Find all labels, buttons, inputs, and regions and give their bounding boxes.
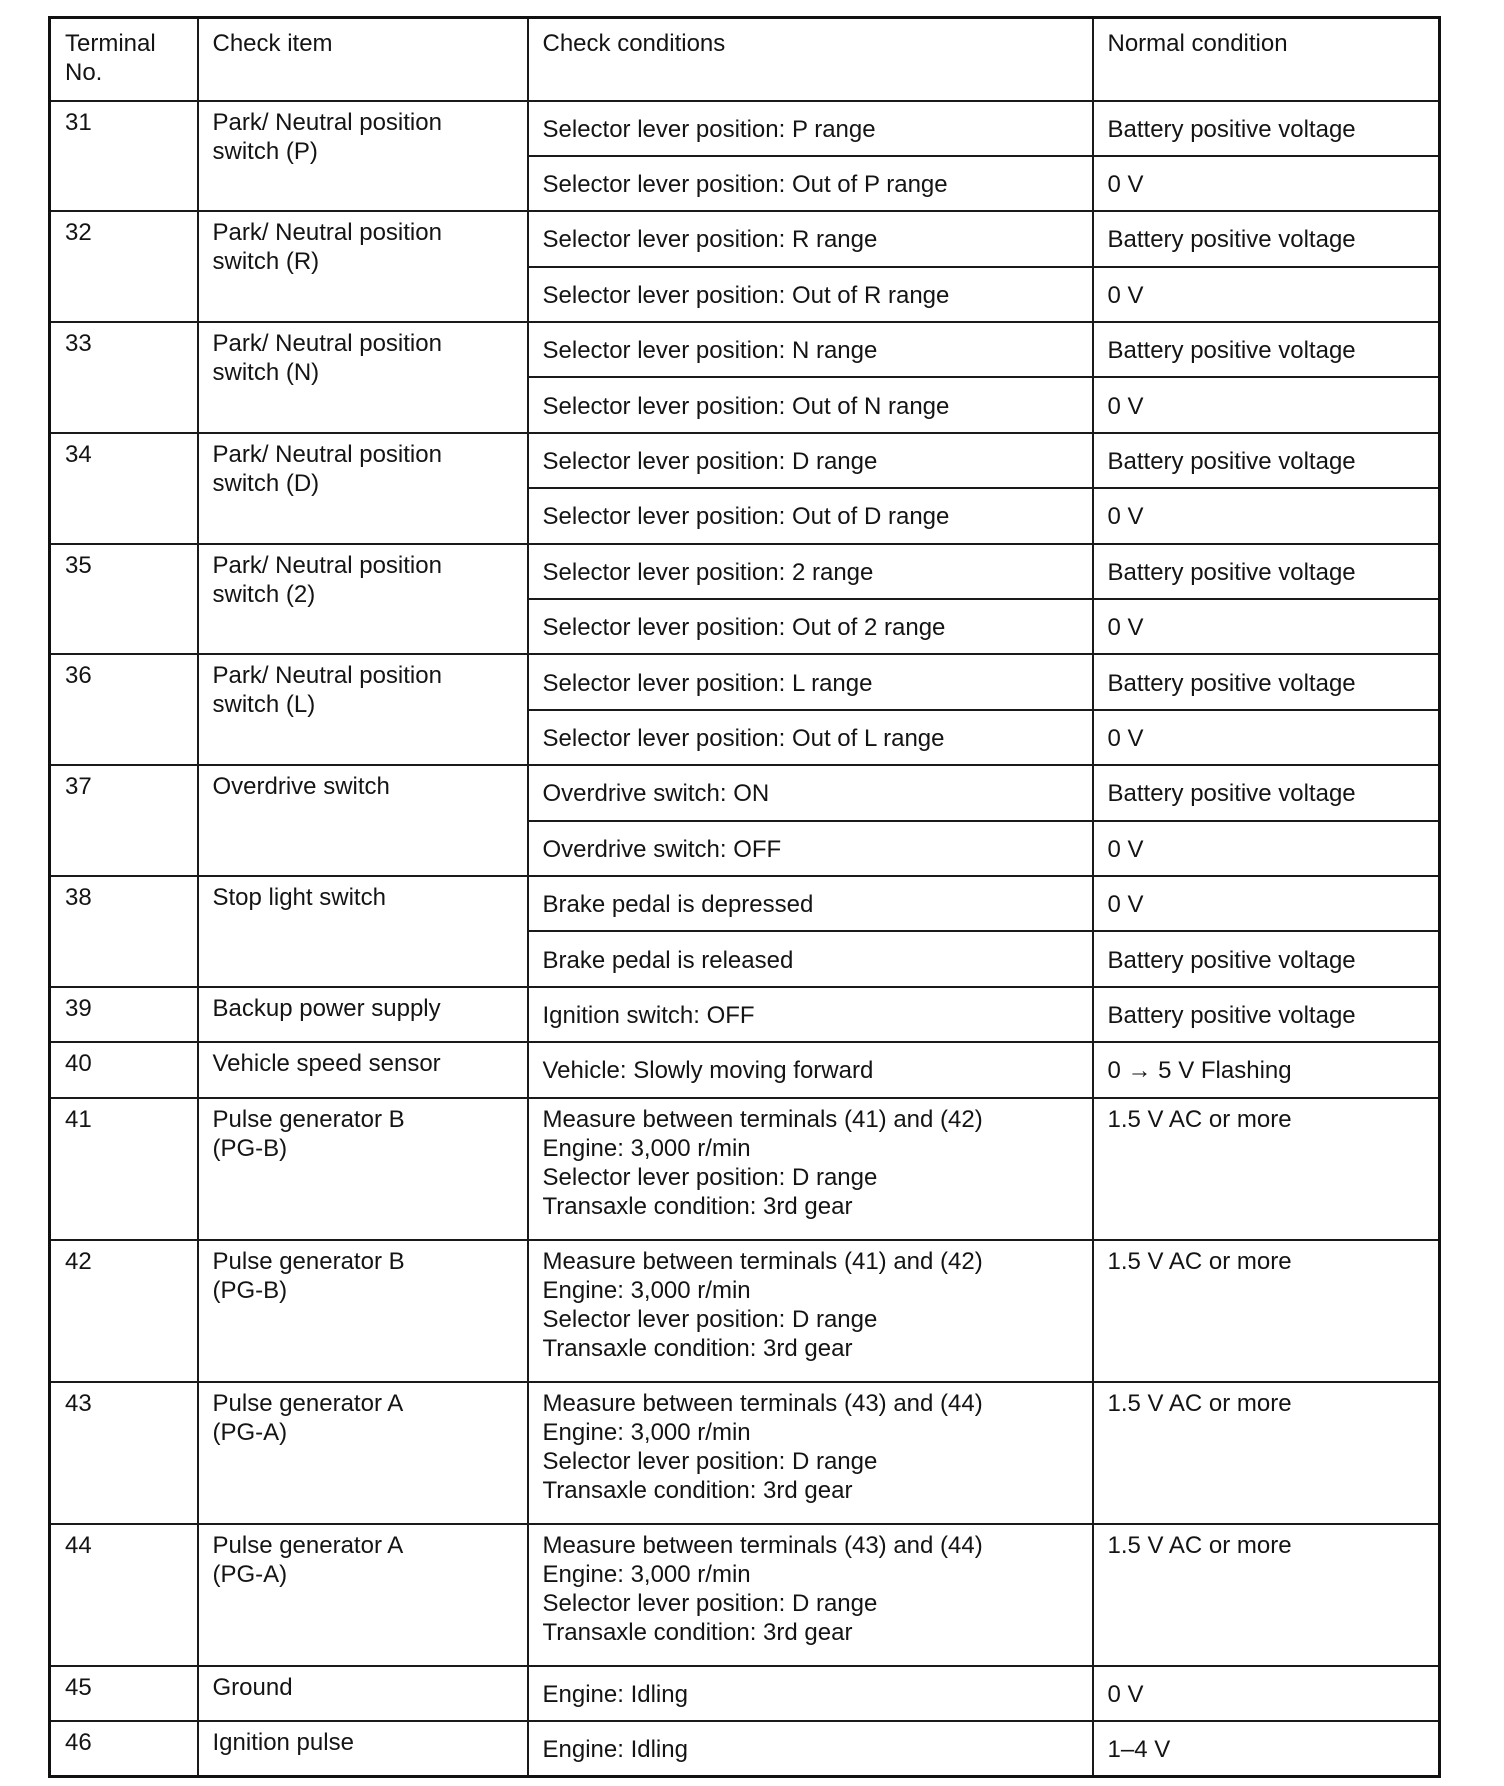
normal-condition: Battery positive voltage <box>1093 322 1440 377</box>
table-row <box>50 322 1440 377</box>
check-item: Park/ Neutral position switch (D) <box>198 433 528 544</box>
check-item: Park/ Neutral position switch (R) <box>198 211 528 322</box>
check-item: Stop light switch <box>198 876 528 987</box>
terminal-no: 40 <box>50 1042 198 1097</box>
check-condition: Measure between terminals (43) and (44) Engine: 3,000 r/min Selector lever position: D range Transaxle condition: 3rd gear <box>528 1382 1093 1524</box>
normal-condition: 0 V <box>1093 156 1440 211</box>
terminal-no: 45 <box>50 1666 198 1721</box>
normal-condition: 0 V <box>1093 710 1440 765</box>
check-condition: Selector lever position: N range <box>528 322 1093 377</box>
terminal-no: 39 <box>50 987 198 1042</box>
check-item: Park/ Neutral position switch (P) <box>198 101 528 212</box>
header-terminal-no: Terminal No. <box>50 18 198 101</box>
terminal-no: 44 <box>50 1524 198 1666</box>
check-item: Overdrive switch <box>198 765 528 876</box>
header-normal-condition: Normal condition <box>1093 18 1440 101</box>
normal-condition: 0 V <box>1093 876 1440 931</box>
terminal-no: 34 <box>50 433 198 544</box>
check-condition: Selector lever position: Out of R range <box>528 267 1093 322</box>
normal-condition: Battery positive voltage <box>1093 931 1440 986</box>
table-row <box>50 211 1440 266</box>
terminal-check-table <box>48 16 1441 1778</box>
header-row <box>50 18 1440 101</box>
check-item: Ground <box>198 1666 528 1721</box>
normal-condition: Battery positive voltage <box>1093 654 1440 709</box>
terminal-no: 31 <box>50 101 198 212</box>
table-row <box>50 1382 1440 1524</box>
check-item: Park/ Neutral position switch (L) <box>198 654 528 765</box>
normal-condition: 0 V <box>1093 1666 1440 1721</box>
terminal-no: 43 <box>50 1382 198 1524</box>
check-item: Pulse generator B (PG-B) <box>198 1098 528 1240</box>
check-condition: Selector lever position: Out of L range <box>528 710 1093 765</box>
header-check-item: Check item <box>198 18 528 101</box>
normal-condition: 1.5 V AC or more <box>1093 1524 1440 1666</box>
terminal-no: 36 <box>50 654 198 765</box>
check-item: Park/ Neutral position switch (2) <box>198 544 528 655</box>
terminal-no: 32 <box>50 211 198 322</box>
check-condition: Brake pedal is depressed <box>528 876 1093 931</box>
check-condition: Selector lever position: Out of 2 range <box>528 599 1093 654</box>
check-item: Backup power supply <box>198 987 528 1042</box>
table-row <box>50 1721 1440 1777</box>
terminal-no: 41 <box>50 1098 198 1240</box>
normal-condition: Battery positive voltage <box>1093 101 1440 156</box>
check-condition: Selector lever position: D range <box>528 433 1093 488</box>
check-condition: Ignition switch: OFF <box>528 987 1093 1042</box>
check-item: Ignition pulse <box>198 1721 528 1777</box>
terminal-no: 38 <box>50 876 198 987</box>
table-row <box>50 987 1440 1042</box>
terminal-check-table-sheet <box>48 16 1438 1778</box>
check-item: Park/ Neutral position switch (N) <box>198 322 528 433</box>
check-item: Vehicle speed sensor <box>198 1042 528 1097</box>
normal-condition: 0 → 5 V Flashing <box>1093 1042 1440 1097</box>
check-condition: Selector lever position: Out of P range <box>528 156 1093 211</box>
normal-condition: Battery positive voltage <box>1093 987 1440 1042</box>
check-condition: Selector lever position: Out of D range <box>528 488 1093 543</box>
check-condition: Overdrive switch: OFF <box>528 821 1093 876</box>
normal-condition: 0 V <box>1093 377 1440 432</box>
terminal-no: 37 <box>50 765 198 876</box>
check-item: Pulse generator A (PG-A) <box>198 1524 528 1666</box>
table-row <box>50 1666 1440 1721</box>
terminal-no: 46 <box>50 1721 198 1777</box>
table-row <box>50 544 1440 599</box>
normal-condition: Battery positive voltage <box>1093 544 1440 599</box>
normal-condition: 0 V <box>1093 599 1440 654</box>
check-condition: Selector lever position: 2 range <box>528 544 1093 599</box>
check-condition: Measure between terminals (41) and (42) Engine: 3,000 r/min Selector lever position: D range Transaxle condition: 3rd gear <box>528 1240 1093 1382</box>
check-condition: Measure between terminals (43) and (44) Engine: 3,000 r/min Selector lever position: D range Transaxle condition: 3rd gear <box>528 1524 1093 1666</box>
table-row <box>50 1042 1440 1097</box>
check-condition: Selector lever position: R range <box>528 211 1093 266</box>
table-row <box>50 654 1440 709</box>
table-row <box>50 876 1440 931</box>
check-condition: Selector lever position: P range <box>528 101 1093 156</box>
table-row <box>50 765 1440 820</box>
check-condition: Engine: Idling <box>528 1666 1093 1721</box>
check-item: Pulse generator B (PG-B) <box>198 1240 528 1382</box>
check-condition: Selector lever position: Out of N range <box>528 377 1093 432</box>
table-row <box>50 1098 1440 1240</box>
normal-condition: 0 V <box>1093 488 1440 543</box>
normal-condition: 1.5 V AC or more <box>1093 1098 1440 1240</box>
check-condition: Overdrive switch: ON <box>528 765 1093 820</box>
normal-condition: 1.5 V AC or more <box>1093 1240 1440 1382</box>
check-condition: Selector lever position: L range <box>528 654 1093 709</box>
normal-condition: Battery positive voltage <box>1093 433 1440 488</box>
normal-condition: Battery positive voltage <box>1093 211 1440 266</box>
terminal-no: 35 <box>50 544 198 655</box>
normal-condition: 1.5 V AC or more <box>1093 1382 1440 1524</box>
normal-condition: 0 V <box>1093 821 1440 876</box>
check-condition: Engine: Idling <box>528 1721 1093 1777</box>
table-row <box>50 1240 1440 1382</box>
normal-condition: 1–4 V <box>1093 1721 1440 1777</box>
table-row <box>50 1524 1440 1666</box>
terminal-no: 33 <box>50 322 198 433</box>
terminal-no: 42 <box>50 1240 198 1382</box>
normal-condition: Battery positive voltage <box>1093 765 1440 820</box>
normal-condition: 0 V <box>1093 267 1440 322</box>
check-item: Pulse generator A (PG-A) <box>198 1382 528 1524</box>
header-check-conditions: Check conditions <box>528 18 1093 101</box>
check-condition: Brake pedal is released <box>528 931 1093 986</box>
check-condition: Measure between terminals (41) and (42) Engine: 3,000 r/min Selector lever position: D range Transaxle condition: 3rd gear <box>528 1098 1093 1240</box>
table-row <box>50 101 1440 156</box>
table-row <box>50 433 1440 488</box>
check-condition: Vehicle: Slowly moving forward <box>528 1042 1093 1097</box>
